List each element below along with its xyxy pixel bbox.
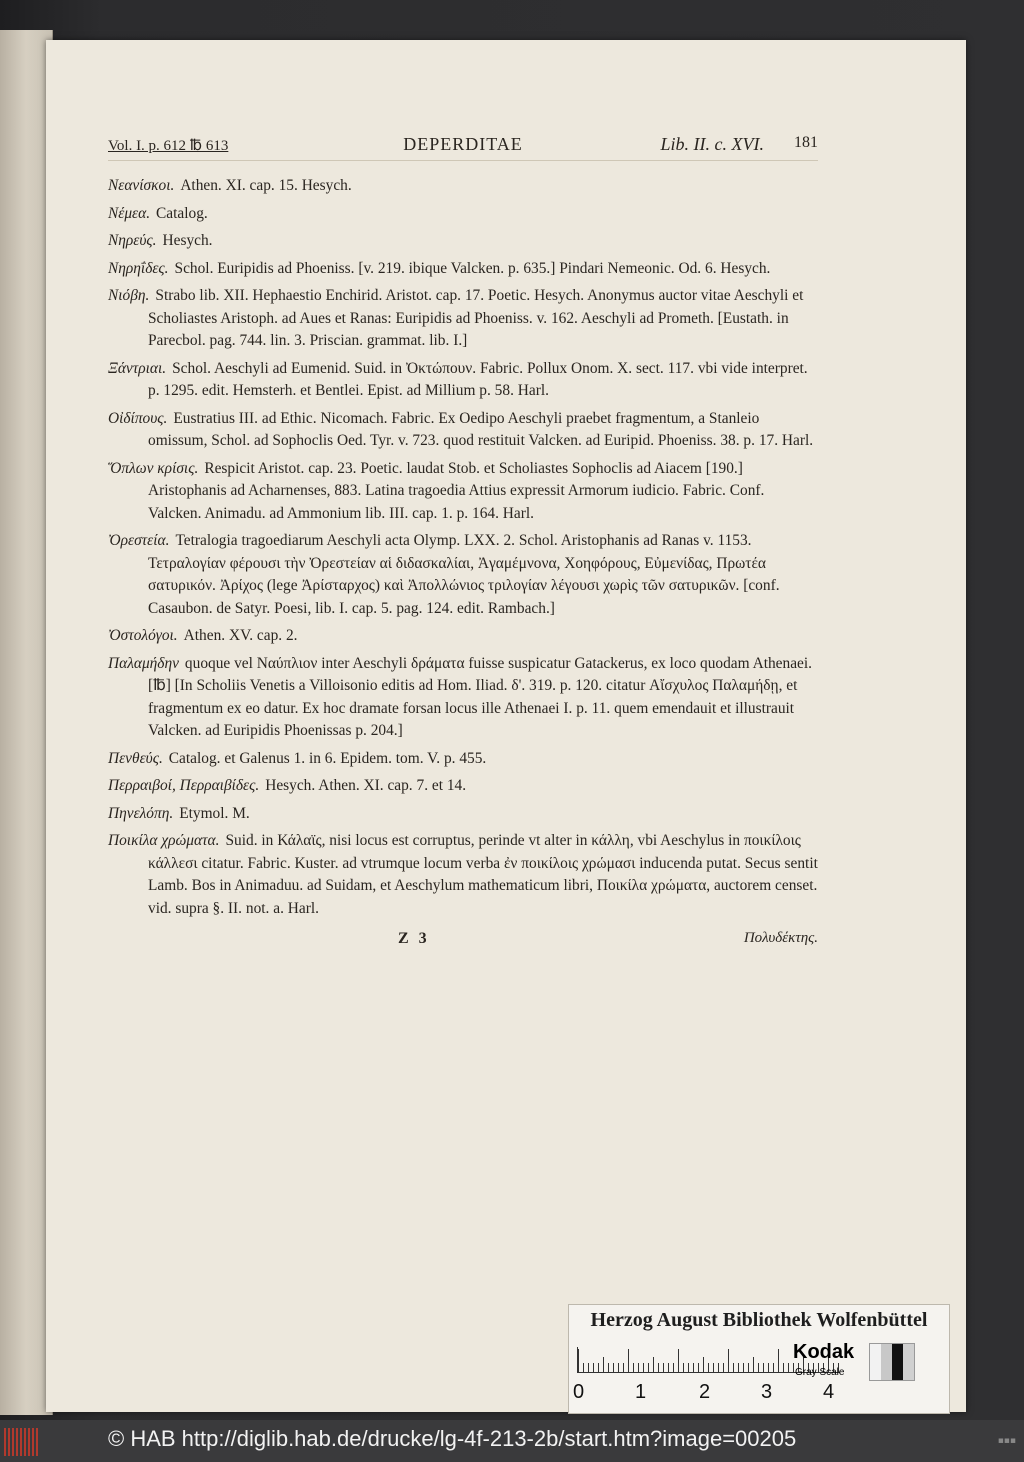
entry xyxy=(108,653,818,743)
entry-text: Athen. XI. cap. 15. Hesych. xyxy=(180,177,352,194)
entry xyxy=(108,530,818,620)
entry-headword: Παλαμήδην xyxy=(108,654,179,672)
ruler-tick xyxy=(763,1363,764,1373)
ruler-tick xyxy=(713,1363,714,1373)
entry-headword: Νηρηΐδες. xyxy=(108,259,169,277)
ruler-tick xyxy=(688,1363,689,1373)
ruler-tick xyxy=(793,1363,794,1373)
running-header xyxy=(108,132,818,161)
entry-text: Suid. in Κάλαϊς, nisi locus est corruptus, perinde vt alter in κάλλη, vbi Aeschylus in ποικίλοις κάλλεσι citatur. Fabric. Kuster. ad vtrumque locum verba ἐν ποικίλοις χρώμασι inducenda putat. Secus sentit Lamb. Bos in Animaduu. ad Suidam, et Aeschylum mathematicum libri, Ποικίλα χρώματα, auctorem censet. vid. supra §. II. not. a. Harl. xyxy=(148,832,818,917)
entry-headword: Νεανίσκοι. xyxy=(108,177,175,194)
ruler-tick xyxy=(703,1357,704,1373)
entry-headword: Πενθεύς. xyxy=(108,749,163,767)
entry xyxy=(108,775,818,798)
ruler-tick xyxy=(683,1363,684,1373)
header-book-chapter: Lib. II. c. XVI. xyxy=(660,134,764,154)
entry-text: Schol. Aeschyli ad Eumenid. Suid. in Ὀκτώπουν. Fabric. Pollux Onom. X. sect. 117. vbi vide interpret. p. 1295. edit. Hemsterh. et Bentlei. Epist. ad Millium p. 58. Harl. xyxy=(148,359,808,399)
ruler-tick xyxy=(678,1349,679,1373)
ruler-tick xyxy=(723,1363,724,1373)
ruler-tick xyxy=(758,1363,759,1373)
ruler-tick xyxy=(583,1363,584,1373)
entry-text: Tetralogia tragoediarum Aeschyli acta Olymp. LXX. 2. Schol. Aristophanis ad Ranas v. 1153. Τετραλογίαν φέρουσι τὴν Ὀρεστείαν αἱ διδασκαλίαι, Ἀγαμέμνονα, Χοηφόρους, Εὐμενίδας, Πρωτέα σατυρικόν. Ἀρίχος (lege Ἀρίσταρχος) καὶ Ἀπολλώνιος τριλογίαν λέγουσι χωρὶς τῶν σατυρικῶν. [conf. Casaubon. de Satyr. Poesi, lib. I. cap. 5. pag. 124. edit. Rambach.] xyxy=(148,532,780,617)
page-content xyxy=(108,132,818,960)
entry xyxy=(108,230,818,253)
ruler-tick xyxy=(748,1363,749,1373)
signature-mark: Z 3 xyxy=(398,930,430,947)
entry-headword: Περραιβοί, Περραιβίδες. xyxy=(108,777,260,794)
hab-logo-icon xyxy=(4,1428,40,1456)
ruler-tick xyxy=(663,1363,664,1373)
entry-text: Catalog. xyxy=(156,204,208,222)
entry-text: Hesych. Athen. XI. cap. 7. et 14. xyxy=(265,777,467,794)
scale-number: 2 xyxy=(699,1381,711,1403)
gray-scale-label: Gray Scale xyxy=(795,1367,845,1378)
ruler-tick xyxy=(603,1357,604,1373)
ruler-tick xyxy=(638,1363,639,1373)
viewer-bottom-bar xyxy=(0,1420,1024,1462)
ruler-tick xyxy=(623,1363,624,1373)
header-page-number: 181 xyxy=(794,134,818,151)
entry-text: Etymol. M. xyxy=(179,804,250,822)
entry xyxy=(108,625,818,648)
ruler-tick xyxy=(648,1363,649,1373)
entry-text: Eustratius III. ad Ethic. Nicomach. Fabric. Ex Oedipo Aeschyli praebet fragmentum, a Stanleio omissum, Schol. ad Sophoclis Oed. Tyr. v. 723. quod restituit Valcken. ad Euripid. Phoeniss. 38. p. 17. Harl. xyxy=(148,409,814,449)
ruler-tick xyxy=(588,1363,589,1373)
ruler-tick xyxy=(743,1363,744,1373)
entry-headword: Ὅπλων κρίσις. xyxy=(108,459,199,477)
entry xyxy=(108,203,818,226)
ruler-tick xyxy=(598,1363,599,1373)
ruler-tick xyxy=(773,1363,774,1373)
entry-text: Athen. XV. cap. 2. xyxy=(183,627,298,644)
scale-number: 4 xyxy=(823,1381,835,1403)
ruler-tick xyxy=(618,1363,619,1373)
ruler-tick xyxy=(718,1363,719,1373)
page-footer xyxy=(108,930,818,960)
entry xyxy=(108,803,818,826)
ruler-tick xyxy=(643,1363,644,1373)
entry xyxy=(108,258,818,281)
entry-headword: Οἰδίπους. xyxy=(108,409,168,427)
library-name: Herzog August Bibliothek Wolfenbüttel xyxy=(590,1309,928,1331)
ruler-tick xyxy=(628,1349,629,1373)
book-page xyxy=(46,40,966,1412)
header-title: DEPERDITAE xyxy=(403,134,523,154)
entry-headword: Ὀστολόγοι. xyxy=(108,627,178,644)
ruler-tick xyxy=(593,1363,594,1373)
ruler-tick xyxy=(633,1363,634,1373)
ruler-tick xyxy=(753,1357,754,1373)
catchword: Πολυδέκτης. xyxy=(743,930,818,946)
corner-mark-icon: ▪▪▪ xyxy=(997,1436,1016,1446)
entry xyxy=(108,830,818,920)
ruler-tick xyxy=(733,1363,734,1373)
ruler-tick xyxy=(738,1363,739,1373)
scale-number: 3 xyxy=(761,1381,773,1403)
entry-text: Hesych. xyxy=(162,232,213,249)
scale-number: 1 xyxy=(635,1381,647,1403)
ruler-tick xyxy=(768,1363,769,1373)
entry-headword: Πηνελόπη. xyxy=(108,804,174,822)
ruler-tick xyxy=(668,1363,669,1373)
entry-headword: Ὀρεστεία. xyxy=(108,532,170,549)
ruler-tick xyxy=(708,1363,709,1373)
entry-text: Respicit Aristot. cap. 23. Poetic. laudat Stob. et Scholiastes Sophoclis ad Aiacem [190.] Aristophanis ad Acharnenses, 883. Latina tragoedia Attius expressit Armorum iudicio. Fabric. Conf. Valcken. Animadu. ad Ammonium lib. III. cap. 1. p. 164. Harl. xyxy=(148,459,765,522)
catalog-entries xyxy=(108,175,818,920)
entry xyxy=(108,408,818,453)
ruler-tick xyxy=(778,1349,779,1373)
ruler-tick xyxy=(658,1363,659,1373)
entry xyxy=(108,458,818,526)
library-color-target xyxy=(568,1304,950,1414)
gray-scale-swatches xyxy=(869,1343,915,1381)
copyright-url: © HAB http://diglib.hab.de/drucke/lg-4f-213-2b/start.htm?image=00205 xyxy=(108,1426,797,1451)
entry xyxy=(108,175,818,198)
header-volume-ref: Vol. I. p. 612 ℔ 613 xyxy=(108,138,229,154)
ruler-tick xyxy=(783,1363,784,1373)
scale-number: 0 xyxy=(573,1381,585,1403)
entry-headword: Ξάντριαι. xyxy=(108,359,167,377)
ruler-tick xyxy=(578,1349,579,1373)
ruler-tick xyxy=(693,1363,694,1373)
ruler-tick xyxy=(608,1363,609,1373)
entry xyxy=(108,285,818,353)
ruler-tick xyxy=(653,1357,654,1373)
entry-text: Strabo lib. XII. Hephaestio Enchirid. Aristot. cap. 17. Poetic. Hesych. Anonymus auctor vitae Aeschyli et Scholiastes Aristoph. ad Aues et Ranas: Euripidis ad Phoeniss. v. 162. Aeschyli ad Prometh. [Eustath. in Parecbol. pag. 744. lin. 3. Priscian. grammat. lib. I.] xyxy=(148,287,804,349)
entry-headword: Νέμεα. xyxy=(108,204,151,222)
entry-headword: Ποικίλα χρώματα. xyxy=(108,832,220,849)
entry-text: Catalog. et Galenus 1. in 6. Epidem. tom. V. p. 455. xyxy=(168,749,487,767)
entry-headword: Νιόβη. xyxy=(108,287,150,304)
ruler-tick xyxy=(673,1363,674,1373)
ruler-tick xyxy=(698,1363,699,1373)
kodak-logo: Kodak xyxy=(793,1341,855,1363)
entry xyxy=(108,748,818,771)
ruler-tick xyxy=(613,1363,614,1373)
entry xyxy=(108,358,818,403)
entry-headword: Νηρεύς. xyxy=(108,232,157,249)
entry-text: Schol. Euripidis ad Phoeniss. [v. 219. ibique Valcken. p. 635.] Pindari Nemeonic. Od. 6. Hesych. xyxy=(174,259,771,277)
ruler-tick xyxy=(788,1363,789,1373)
ruler-tick xyxy=(728,1349,729,1373)
entry-text: quoque vel Ναύπλιον inter Aeschyli δράματα fuisse suspicatur Gatackerus, ex loco quodam Athenaei. [℔] [In Scholiis Venetis a Villoisonio editis ad Hom. Iliad. δ'. 319. p. 120. citatur Αἴσχυλος Παλαμήδῃ, et fragmentum ex eo datur. Ex hoc dramate forsan locus ille Athenaei I. p. 11. quem emendauit et illustrauit Valcken. ad Euripidis Phoenissas p. 204.] xyxy=(148,654,812,739)
